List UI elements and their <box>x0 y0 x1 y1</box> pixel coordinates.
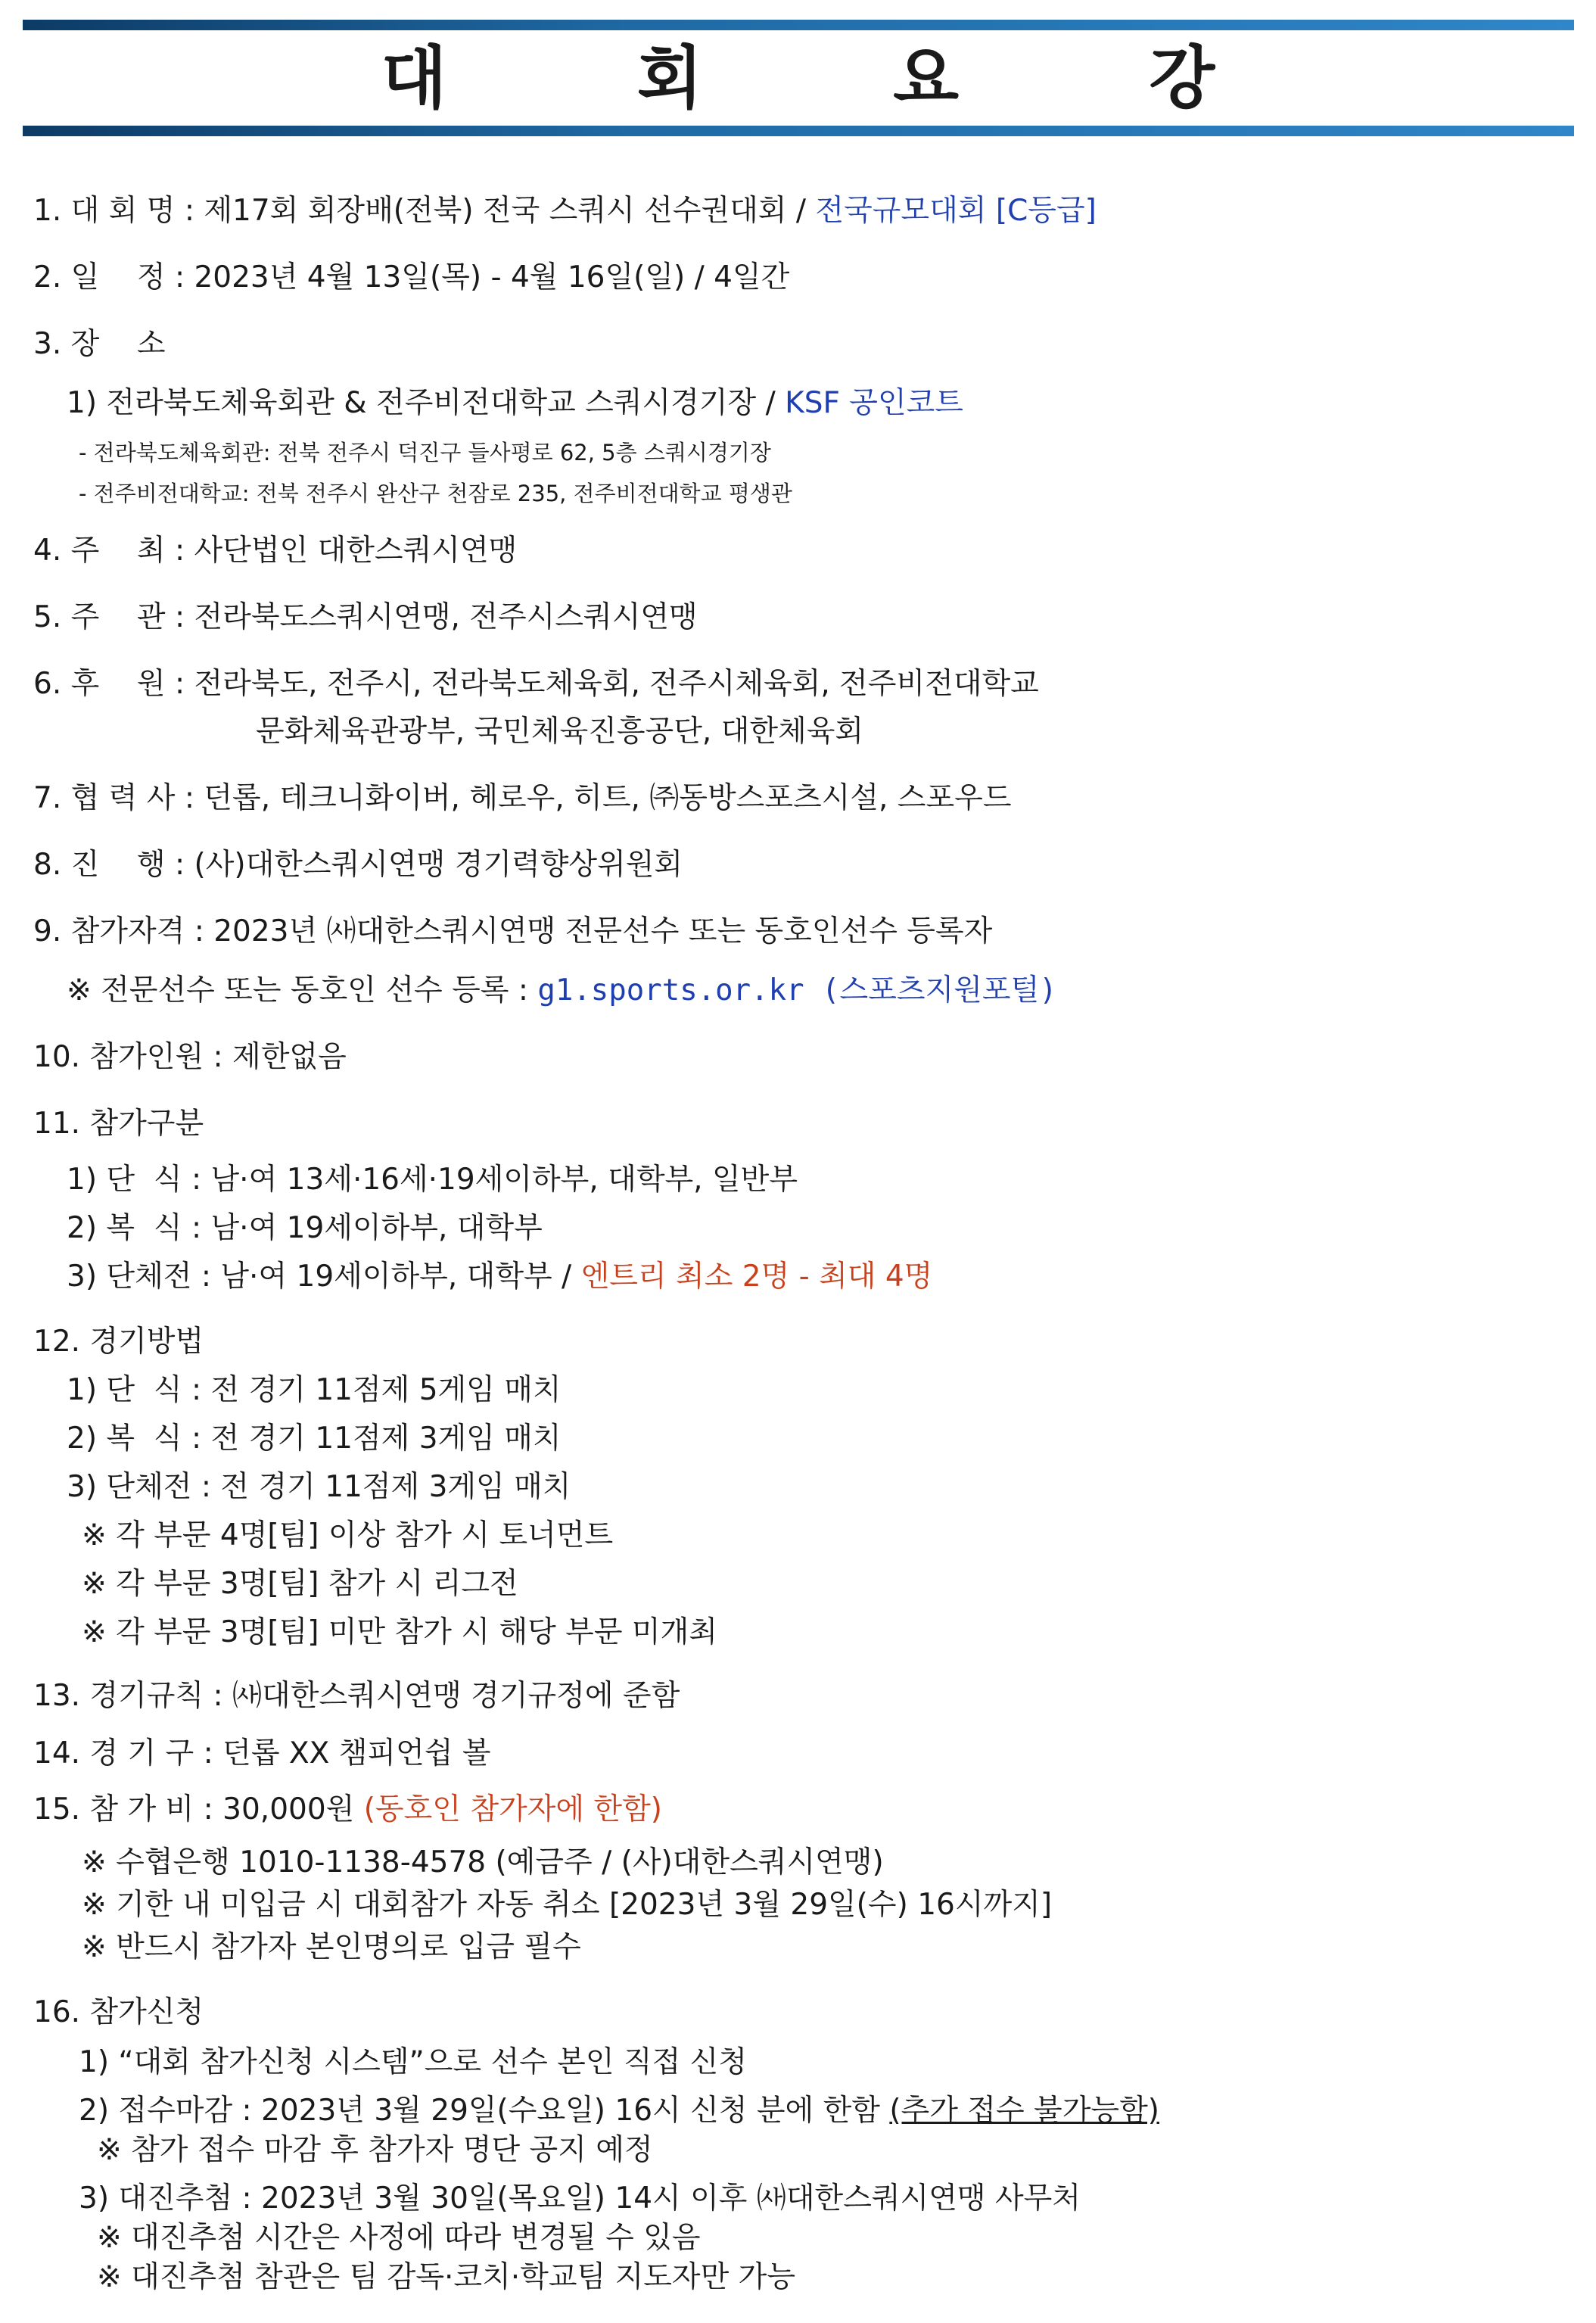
application-2-note: ※ 참가 접수 마감 후 참가자 명단 공지 예정 <box>97 2133 653 2167</box>
item-sponsor-cont: 문화체육관광부, 국민체육진흥공단, 대한체육회 <box>256 715 864 749</box>
format-singles: 1) 단 식 : 전 경기 11점제 5게임 매치 <box>67 1373 562 1407</box>
item-partners: 7. 협 력 사 : 던롭, 테크니화이버, 헤로우, 히트, ㈜동방스포츠시설, 스포우드 <box>33 781 1012 815</box>
item-venue: 3. 장 소 <box>33 327 166 361</box>
item-rules: 13. 경기규칙 : ㈔대한스쿼시연맹 경기규정에 준함 <box>33 1679 680 1713</box>
header-top-bar <box>23 20 1574 30</box>
item-event-name: 1. 대 회 명 : 제17회 회장배(전북) 전국 스쿼시 선수권대회 / 전국규모대회 [C등급] <box>33 194 1097 228</box>
category-singles: 1) 단 식 : 남·여 13세·16세·19세이하부, 대학부, 일반부 <box>67 1163 798 1197</box>
format-doubles: 2) 복 식 : 전 경기 11점제 3게임 매치 <box>67 1422 562 1456</box>
application-1: 1) “대회 참가신청 시스템”으로 선수 본인 직접 신청 <box>79 2045 748 2079</box>
venue-line: 1) 전라북도체육회관 & 전주비전대학교 스쿼시경기장 / KSF 공인코트 <box>67 386 963 420</box>
application-3-note-2: ※ 대진추첨 참관은 팀 감독·코치·학교팀 지도자만 가능 <box>97 2260 796 2294</box>
portal-link[interactable]: g1.sports.or.kr (스포츠지원포털) <box>537 973 1057 1007</box>
item-operation: 8. 진 행 : (사)대한스쿼시연맹 경기력향상위원회 <box>33 848 683 882</box>
fee-note-3: ※ 반드시 참가자 본인명의로 입금 필수 <box>82 1930 581 1964</box>
item-sponsor: 6. 후 원 : 전라북도, 전주시, 전라북도체육회, 전주시체육회, 전주비전대학교 <box>33 667 1039 701</box>
item-categories: 11. 참가구분 <box>33 1107 204 1141</box>
item-fee: 15. 참 가 비 : 30,000원 (동호인 참가자에 한함) <box>33 1792 662 1826</box>
category-doubles: 2) 복 식 : 남·여 19세이하부, 대학부 <box>67 1211 543 1245</box>
category-team: 3) 단체전 : 남·여 19세이하부, 대학부 / 엔트리 최소 2명 - 최대 4명 <box>67 1260 933 1294</box>
item-ball: 14. 경 기 구 : 던롭 XX 챔피언쉽 볼 <box>33 1736 491 1770</box>
event-grade: 전국규모대회 [C등급] <box>815 194 1097 228</box>
eligibility-note: ※ 전문선수 또는 동호인 선수 등록 : g1.sports.or.kr (스포츠지원포털) <box>67 973 1057 1007</box>
item-capacity: 10. 참가인원 : 제한없음 <box>33 1040 347 1074</box>
venue-detail-2: - 전주비전대학교: 전북 전주시 완산구 천잠로 235, 전주비전대학교 평생관 <box>79 481 792 506</box>
fee-note-2: ※ 기한 내 미입금 시 대회참가 자동 취소 [2023년 3월 29일(수) 16시까지] <box>82 1888 1053 1922</box>
item-schedule: 2. 일 정 : 2023년 4월 13일(목) - 4월 16일(일) / 4일간 <box>33 260 790 294</box>
item-format: 12. 경기방법 <box>33 1325 204 1359</box>
item-organizer: 5. 주 관 : 전라북도스쿼시연맹, 전주시스쿼시연맹 <box>33 600 698 634</box>
item-host: 4. 주 최 : 사단법인 대한스쿼시연맹 <box>33 534 518 568</box>
format-team: 3) 단체전 : 전 경기 11점제 3게임 매치 <box>67 1470 571 1504</box>
format-note-2: ※ 각 부문 3명[팀] 참가 시 리그전 <box>82 1567 518 1601</box>
item-application: 16. 참가신청 <box>33 1995 204 2029</box>
item-eligibility: 9. 참가자격 : 2023년 ㈔대한스쿼시연맹 전문선수 또는 동호인선수 등록자 <box>33 914 993 948</box>
venue-detail-1: - 전라북도체육회관: 전북 전주시 덕진구 들사평로 62, 5층 스쿼시경기장 <box>79 440 771 466</box>
application-3-note-1: ※ 대진추첨 시간은 사정에 따라 변경될 수 있음 <box>97 2221 701 2255</box>
format-note-1: ※ 각 부문 4명[팀] 이상 참가 시 토너먼트 <box>82 1518 614 1552</box>
application-3: 3) 대진추첨 : 2023년 3월 30일(목요일) 14시 이후 ㈔대한스쿼시연맹 사무처 <box>79 2181 1081 2216</box>
header-bottom-bar <box>23 126 1574 136</box>
format-note-3: ※ 각 부문 3명[팀] 미만 참가 시 해당 부문 미개최 <box>82 1615 717 1649</box>
application-2: 2) 접수마감 : 2023년 3월 29일(수요일) 16시 신청 분에 한함 (추가 접수 불가능함) <box>79 2094 1159 2128</box>
page-title: 대 회 요 강 <box>381 39 1299 118</box>
fee-note-1: ※ 수협은행 1010-1138-4578 (예금주 / (사)대한스쿼시연맹) <box>82 1845 884 1879</box>
